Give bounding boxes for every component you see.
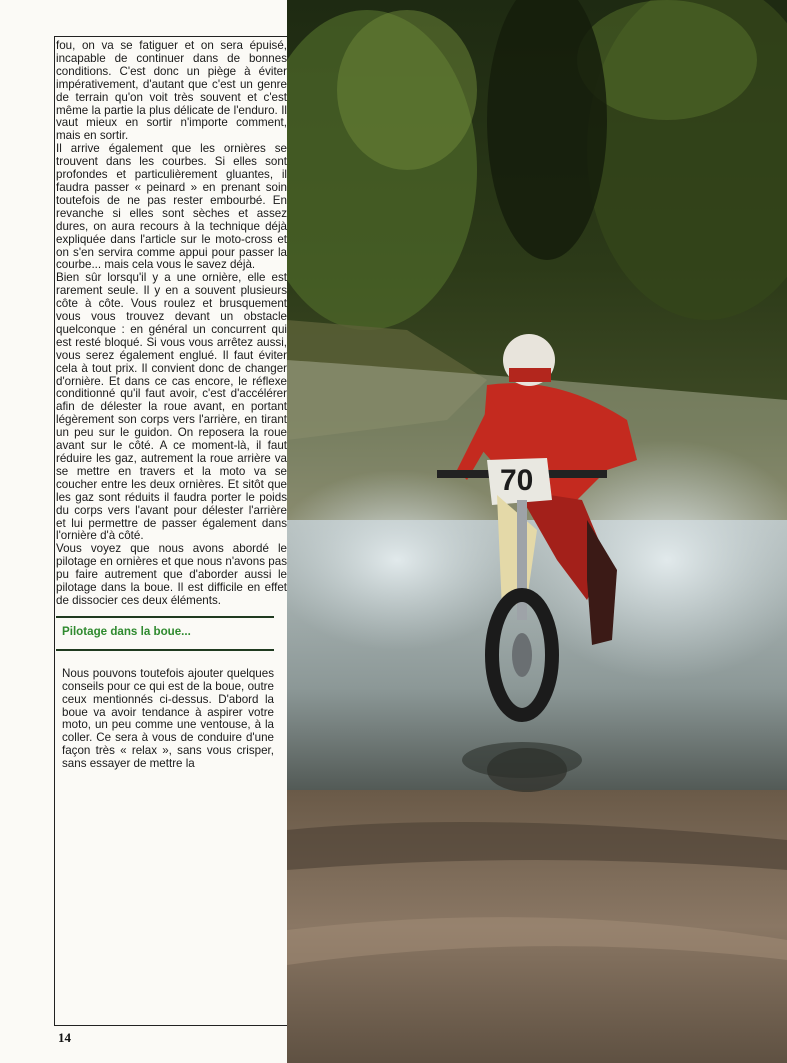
- section-subheading: Pilotage dans la boue...: [62, 624, 191, 638]
- article-paragraph-4: Vous voyez que nous avons abordé le pilotage en ornières et que nous n'avons pas pu faire autrement que d'aborder aussi le pilotage dans la boue. Il est difficile en effet de dissocier ces deux éléments.: [56, 542, 287, 607]
- article-paragraph-2: Il arrive également que les ornières se trouvent dans les courbes. Si elles sont profondes et particulièrement gluantes, il faudra passer « peinard » en prenant soin toutefois de ne pas rester embourbé. En revanche si elles sont sèches et assez dures, on aura recours à la technique déjà expliquée dans l'article sur le moto-cross et on s'en servira comme appui pour passer la courbe... mais cela vous le savez déjà.: [56, 142, 287, 272]
- column-frame-bottom: [54, 1025, 294, 1026]
- enduro-rider-photo: [287, 0, 787, 1063]
- article-paragraph-1: fou, on va se fatiguer et on sera épuisé, incapable de continuer dans de bonnes conditions. C'est donc un piège à éviter impérativement, d'autant que c'est un genre de terrain qu'on voit très souvent et c'est même la partie la plus délicate de l'enduro. Il vaut mieux en sortir n'importe comment, mais en sortir.: [56, 39, 287, 143]
- article-paragraph-5: Nous pouvons toutefois ajouter quelques conseils pour ce qui est de la boue, outre ceux mentionnés ci-dessus. D'abord la boue va avoir tendance à aspirer votre moto, un peu comme une ventouse, à la coller. Ce sera à vous de conduire d'une façon très « relax », sans vous crisper, sans essayer de mettre la: [62, 666, 274, 771]
- subheading-divider: [56, 649, 274, 651]
- race-number-plate: 70: [500, 464, 534, 497]
- column-frame-top: [54, 36, 288, 37]
- article-paragraph-3: Bien sûr lorsqu'il y a une ornière, elle est rarement seule. Il y en a souvent plusieurs côte à côte. Vous roulez et brusquement vous vous trouvez devant un obstacle quelconque : en général un concurrent qui est resté bloqué. Si vous vous arrêtez aussi, vous serez également englué. Il faut éviter cela à tout prix. Il convient donc de changer d'ornière. Et dans ce cas encore, le réflexe conditionné qu'il faut avoir, c'est d'accélérer afin de délester la roue avant, en portant légèrement son corps vers l'arrière, en tirant un peu sur le guidon. On reposera la roue avant sur le côté. A ce moment-là, il faut réduire les gaz, autrement la roue arrière va se mettre en travers et la moto va se coucher entre les deux ornières. Et sitôt que les gaz sont réduits il faudra porter le poids du corps vers l'avant pour délester l'arrière et lui permettre de passer également dans l'ornière d'à côté.: [56, 271, 287, 543]
- section-divider: [56, 616, 274, 618]
- article-column: [56, 40, 287, 771]
- column-frame-left: [54, 36, 55, 1026]
- page-number: 14: [58, 1030, 71, 1045]
